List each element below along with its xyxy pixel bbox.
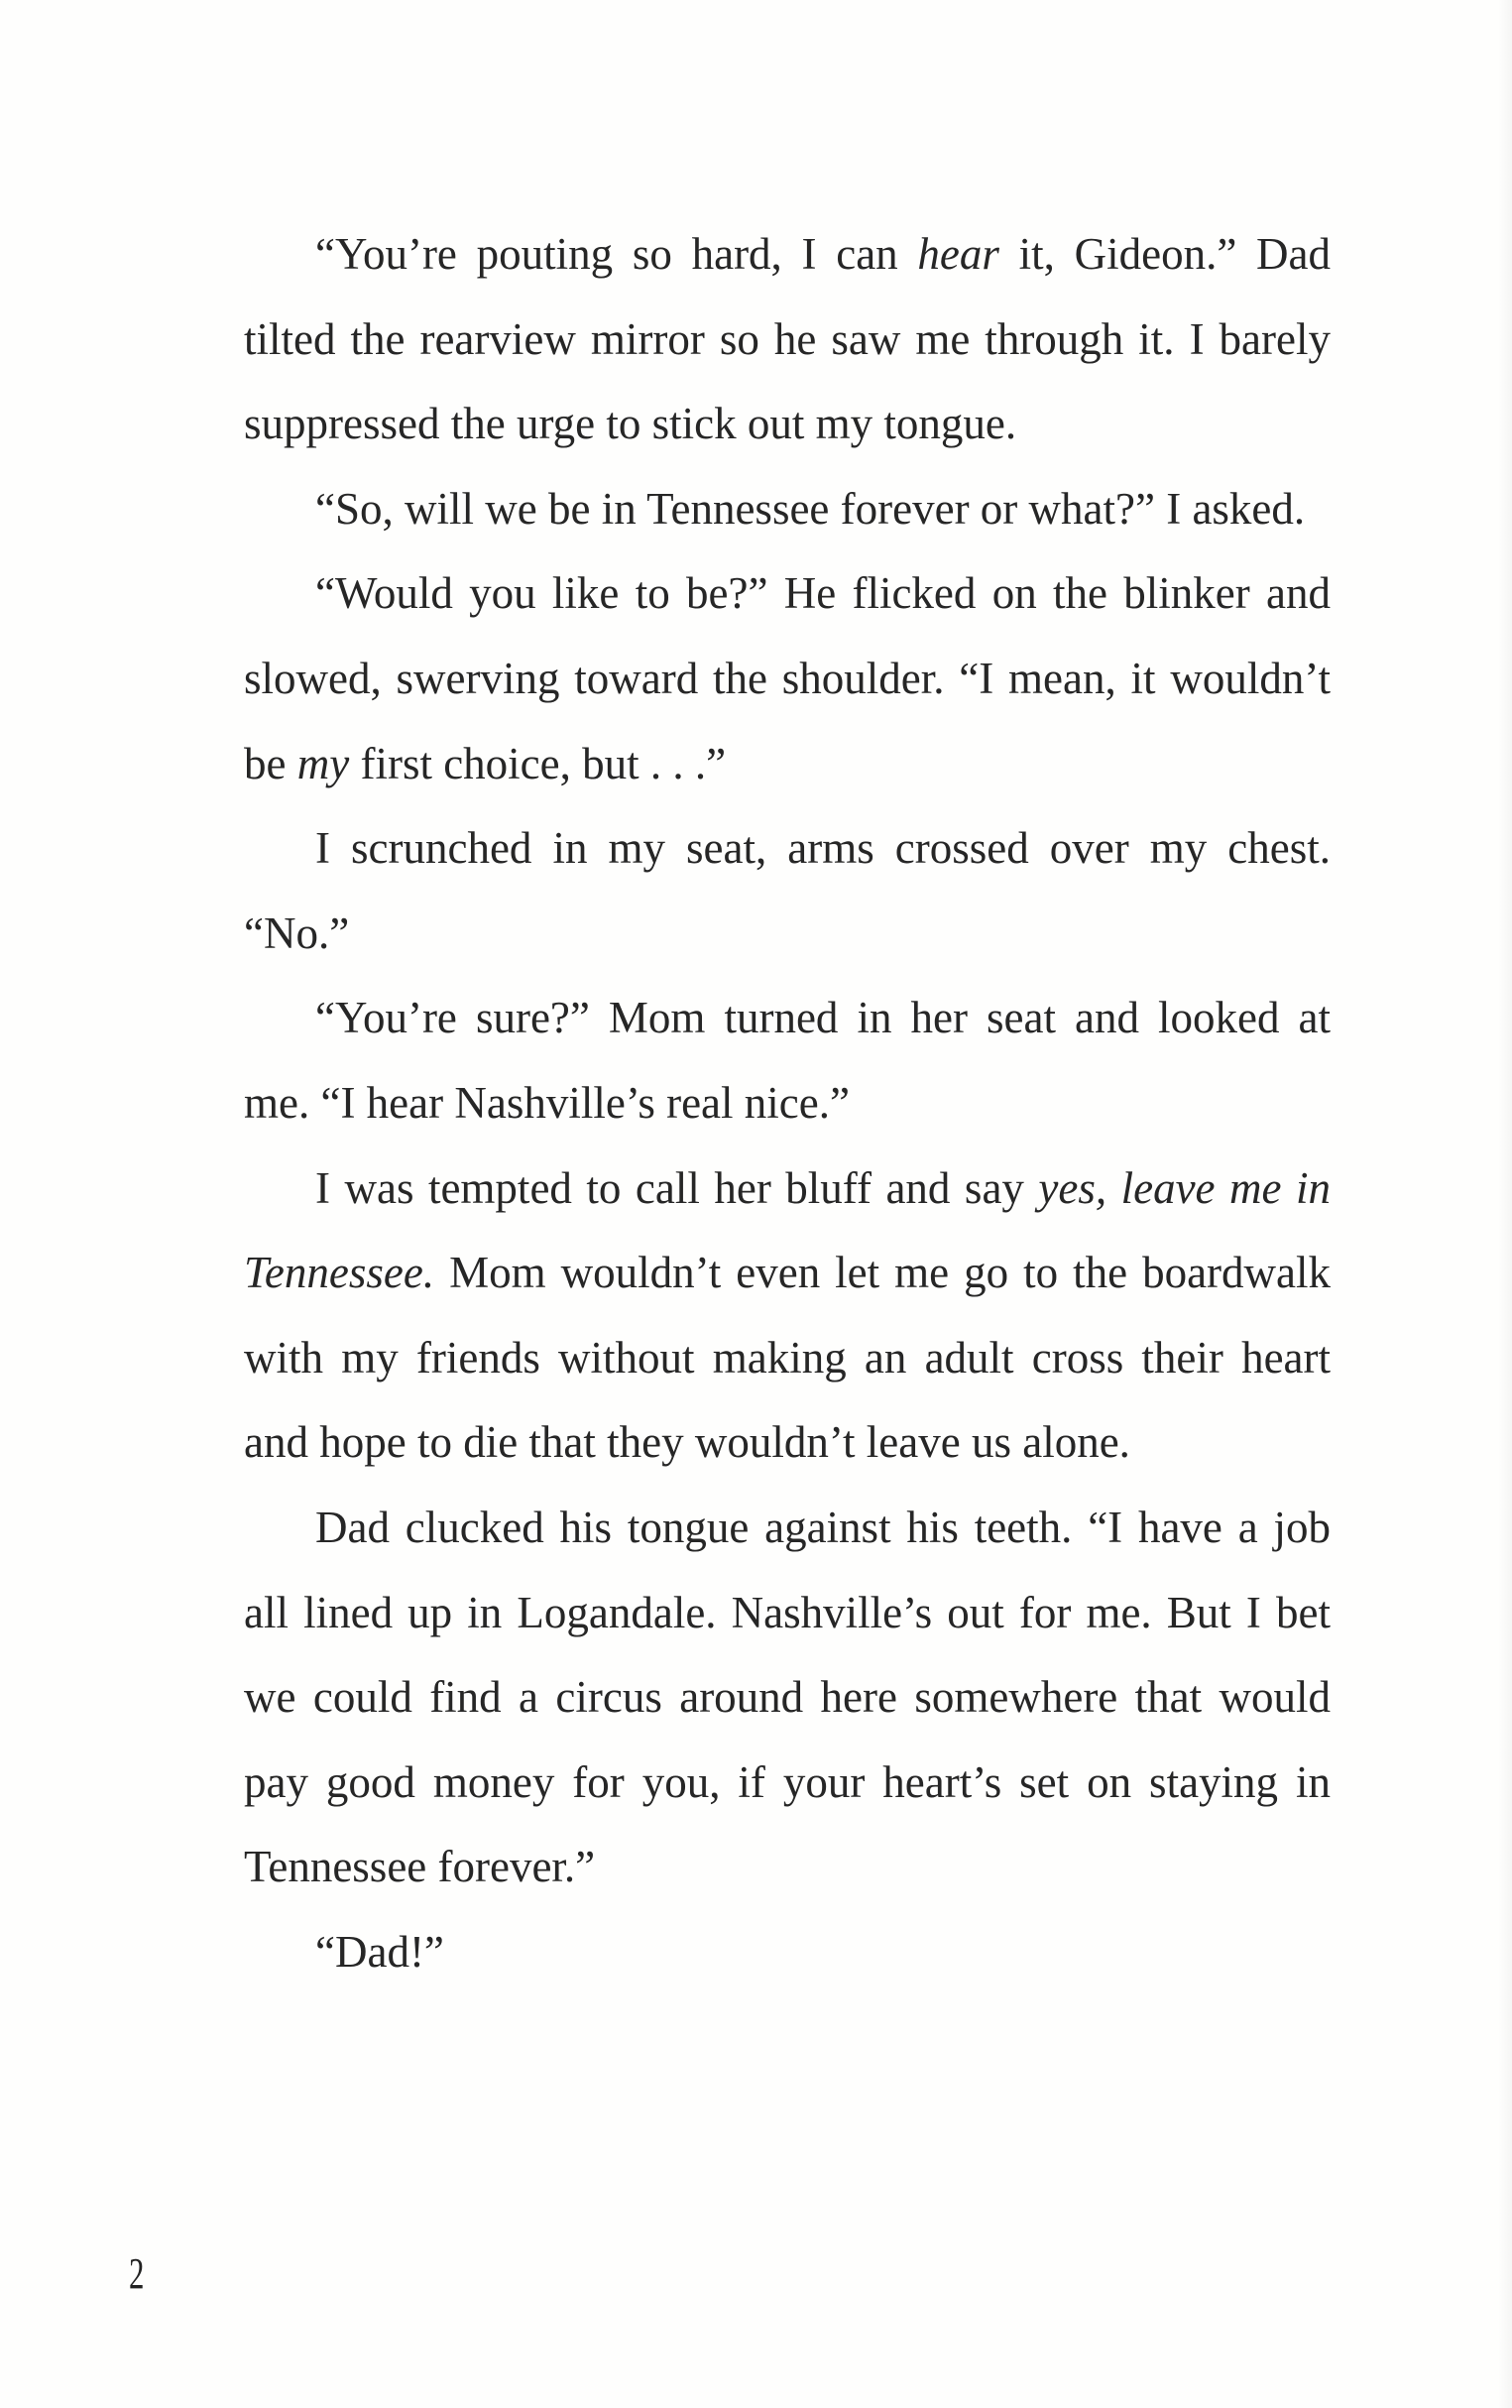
italic-text: yes, leave me in Tennessee. bbox=[244, 1162, 1331, 1298]
paragraph: “You’re pouting so hard, I can hear it, Gideon.” Dad tilted the rearview mirror so he saw me through it. I barely suppressed the urge to stick out my tongue. bbox=[244, 229, 1331, 449]
page-number: 2 bbox=[129, 2249, 145, 2298]
paragraph: “You’re sure?” Mom turned in her seat and looked at me. “I hear Nashville’s real nice.” bbox=[244, 993, 1331, 1128]
paragraph: Dad clucked his tongue against his teeth. “I have a job all lined up in Logandale. Nashville’s out for me. But I bet we could find a circus around here somewhere that would pay good money for you, if your heart’s set on staying in Tennessee forever.” bbox=[244, 1502, 1331, 1892]
body-text bbox=[244, 212, 1331, 1994]
paragraph: “Dad!” bbox=[315, 1926, 444, 1977]
paragraph: I scrunched in my seat, arms crossed over my chest. “No.” bbox=[244, 823, 1331, 958]
paragraph: “Would you like to be?” He flicked on the blinker and slowed, swerving toward the shoulder. “I mean, it wouldn’t be my first choice, but . . .” bbox=[244, 568, 1331, 788]
italic-text: my bbox=[296, 738, 350, 788]
paragraph: I was tempted to call her bluff and say yes, leave me in Tennessee. Mom wouldn’t even let me go to the boardwalk with my friends without making an adult cross their heart and hope to die that they wouldn’t leave us alone. bbox=[244, 1162, 1331, 1468]
italic-text: hear bbox=[917, 229, 999, 279]
page-edge-shadow bbox=[1498, 0, 1512, 2408]
paragraph: “So, will we be in Tennessee forever or what?” I asked. bbox=[315, 483, 1306, 534]
